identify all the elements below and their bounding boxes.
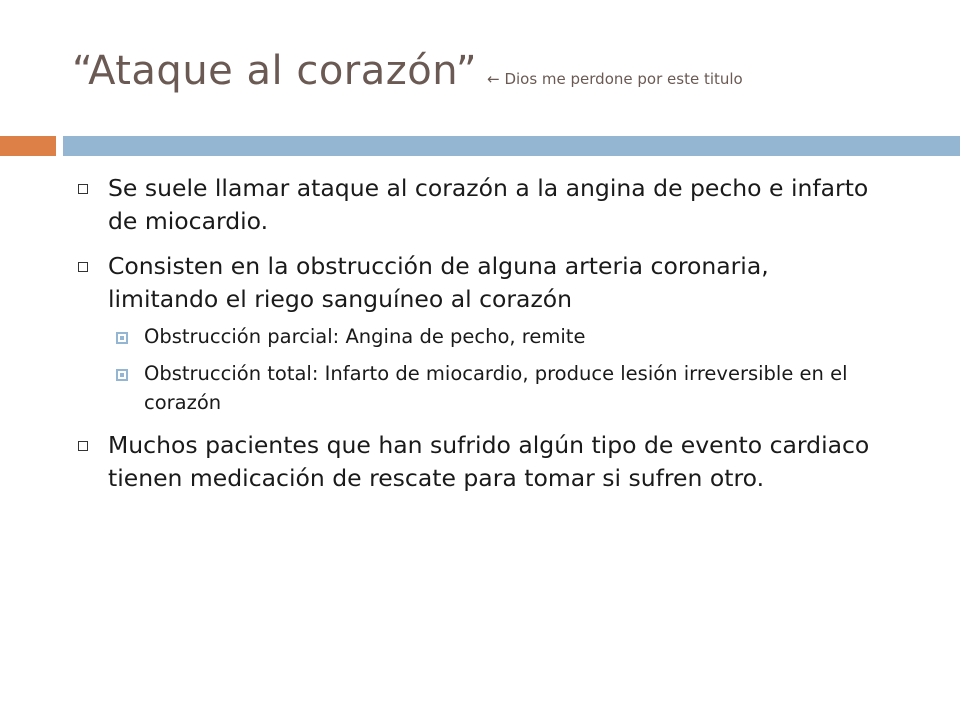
slide-title-row bbox=[72, 48, 942, 118]
bullet-text: Consisten en la obstrucción de alguna arteria coronaria, limitando el riego sanguíneo al corazón bbox=[108, 252, 769, 313]
filled-square-bullet-icon bbox=[116, 369, 128, 381]
filled-square-bullet-icon bbox=[116, 332, 128, 344]
sub-bullet-text: Obstrucción total: Infarto de miocardio, produce lesión irreversible en el corazón bbox=[144, 362, 848, 414]
sub-bullet-item bbox=[72, 322, 882, 351]
sub-bullet-item bbox=[72, 359, 882, 417]
slide-title: “Ataque al corazón” bbox=[72, 48, 478, 94]
square-bullet-icon bbox=[78, 262, 88, 272]
bullet-text: Se suele llamar ataque al corazón a la angina de pecho e infarto de miocardio. bbox=[108, 174, 869, 235]
square-bullet-icon bbox=[78, 184, 88, 194]
bullet-item bbox=[72, 172, 882, 238]
slide-subtitle: ← Dios me perdone por este titulo bbox=[487, 70, 743, 88]
bullet-item bbox=[72, 250, 882, 316]
slide-content bbox=[72, 172, 882, 507]
title-rule-accent-right bbox=[63, 136, 960, 156]
square-bullet-icon bbox=[78, 441, 88, 451]
sub-bullet-text: Obstrucción parcial: Angina de pecho, remite bbox=[144, 325, 586, 348]
bullet-text: Muchos pacientes que han sufrido algún tipo de evento cardiaco tienen medicación de rescate para tomar si sufren otro. bbox=[108, 431, 870, 492]
title-rule-accent-left bbox=[0, 136, 56, 156]
bullet-item bbox=[72, 429, 882, 495]
